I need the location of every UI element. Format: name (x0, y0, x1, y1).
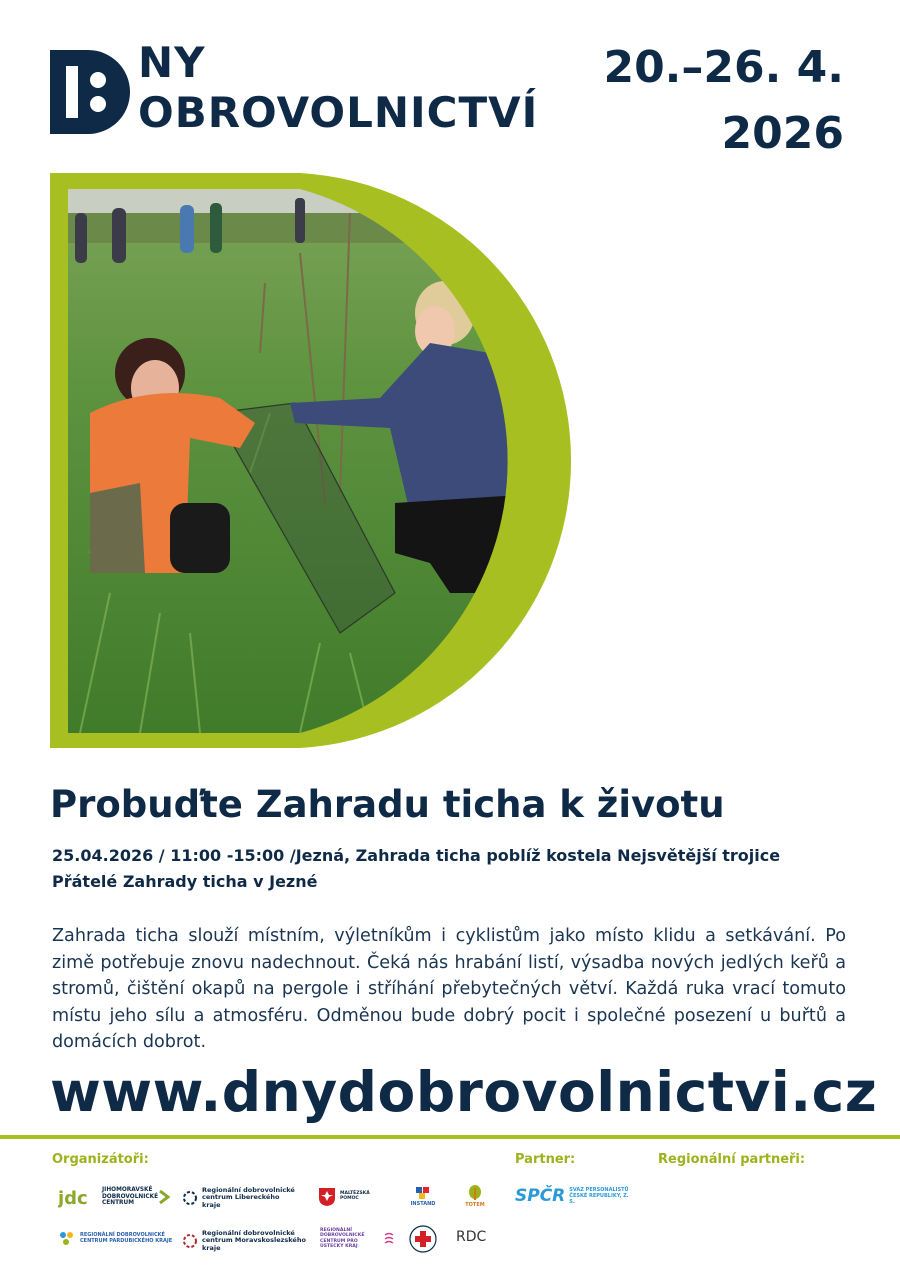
logo-rdc-pardubice[interactable] (58, 1230, 178, 1248)
rdc-liberec-icon (182, 1190, 198, 1206)
logo-rdc-text: RDC (456, 1229, 487, 1245)
logo-totem[interactable] (462, 1184, 488, 1209)
logo-instand-text: INSTAND (410, 1201, 436, 1207)
logo-spcr[interactable] (515, 1187, 645, 1207)
regional-partners-heading: Regionální partneři: (658, 1152, 806, 1167)
divider-line (0, 1135, 900, 1139)
logo-rdc-moravskoslezsko[interactable] (182, 1230, 310, 1252)
totem-icon (467, 1184, 483, 1202)
logo-instand[interactable] (408, 1185, 438, 1208)
date-range: 20.–26. 4. (603, 42, 844, 93)
logo-spcr-mark: SPČR (515, 1186, 566, 1206)
pardubice-dots-icon (58, 1230, 76, 1248)
event-time: 11:00 -15:00 (170, 846, 285, 865)
logo-maltese[interactable] (318, 1186, 368, 1206)
event-location: /Jezná, Zahrada ticha poblíž kostela Nejsvětější trojice (289, 846, 781, 865)
event-title: Probuďte Zahradu ticha k životu (50, 783, 725, 826)
event-photo (50, 173, 585, 748)
logo-d-mark (50, 50, 132, 134)
event-description: Zahrada ticha slouží místním, výletníkům i cyklistům jako místo klidu a setkávání. Po zimě potřebuje znovu nadechnout. Čeká nás hrabání listí, výsadba nových jedlých keřů a stromů, čištění okapů na pergole i stříhání přebytečných větví. Každá ruka vrací tomuto místu jeho sílu a atmosféru. Odměnou bude dobrý pocit i společné posezení u buřtů a domácích dobrot. (52, 926, 846, 1052)
logo-jdc[interactable] (58, 1186, 168, 1208)
svg-text:jdc: jdc (58, 1188, 88, 1208)
logo-jdc-text: JIHOMORAVSKÉ DOBROVOLNICKÉ CENTRUM (102, 1187, 159, 1207)
logo-text-line1: NY (138, 38, 206, 87)
partner-heading: Partner: (515, 1152, 576, 1167)
instand-icon (414, 1185, 432, 1201)
wave-icon (384, 1232, 394, 1246)
logo-rdc[interactable] (456, 1229, 496, 1245)
meta-separator: / (158, 846, 171, 865)
logo-text-line2: OBROVOLNICTVÍ (138, 88, 539, 137)
jdc-mark-icon (58, 1186, 98, 1208)
arrow-icon (158, 1190, 170, 1204)
logo-malta-text: MALTÉZSKÁ POMOC (340, 1190, 370, 1201)
logo-msk-text: Regionální dobrovolnické centrum Moravskoslezského kraje (202, 1229, 306, 1252)
logo-liberec-text: Regionální dobrovolnické centrum Libereckého kraje (202, 1186, 295, 1209)
logo-spcr-text: SVAZ PERSONALISTŮ ČESKÉ REPUBLIKY, Z. S. (569, 1187, 629, 1205)
maltese-cross-icon (318, 1186, 336, 1206)
logo-red-cross[interactable] (408, 1224, 438, 1254)
rdc-msk-icon (182, 1233, 198, 1249)
red-cross-icon (408, 1224, 438, 1254)
logo-totem-text: TOTEM (465, 1202, 485, 1208)
event-organizer: Přátelé Zahrady ticha v Jezné (52, 872, 318, 891)
logo-pardubice-text: REGIONÁLNÍ DOBROVOLNICKÉ CENTRUM PARDUBICKÉHO KRAJE (80, 1232, 173, 1244)
website-link[interactable]: www.dnydobrovolnictvi.cz (50, 1060, 878, 1124)
event-date: 25.04.2026 (52, 846, 154, 865)
organizers-heading: Organizátoři: (52, 1152, 149, 1167)
date-year: 2026 (721, 108, 844, 159)
logo-rdc-ustecky[interactable] (320, 1228, 394, 1249)
event-meta-line (52, 846, 780, 865)
logo-ustecky-text: REGIONÁLNÍ DOBROVOLNICKÉ CENTRUM PRO ÚSTECKÝ KRAJ (320, 1228, 365, 1249)
logo-rdc-liberec[interactable] (182, 1187, 300, 1209)
